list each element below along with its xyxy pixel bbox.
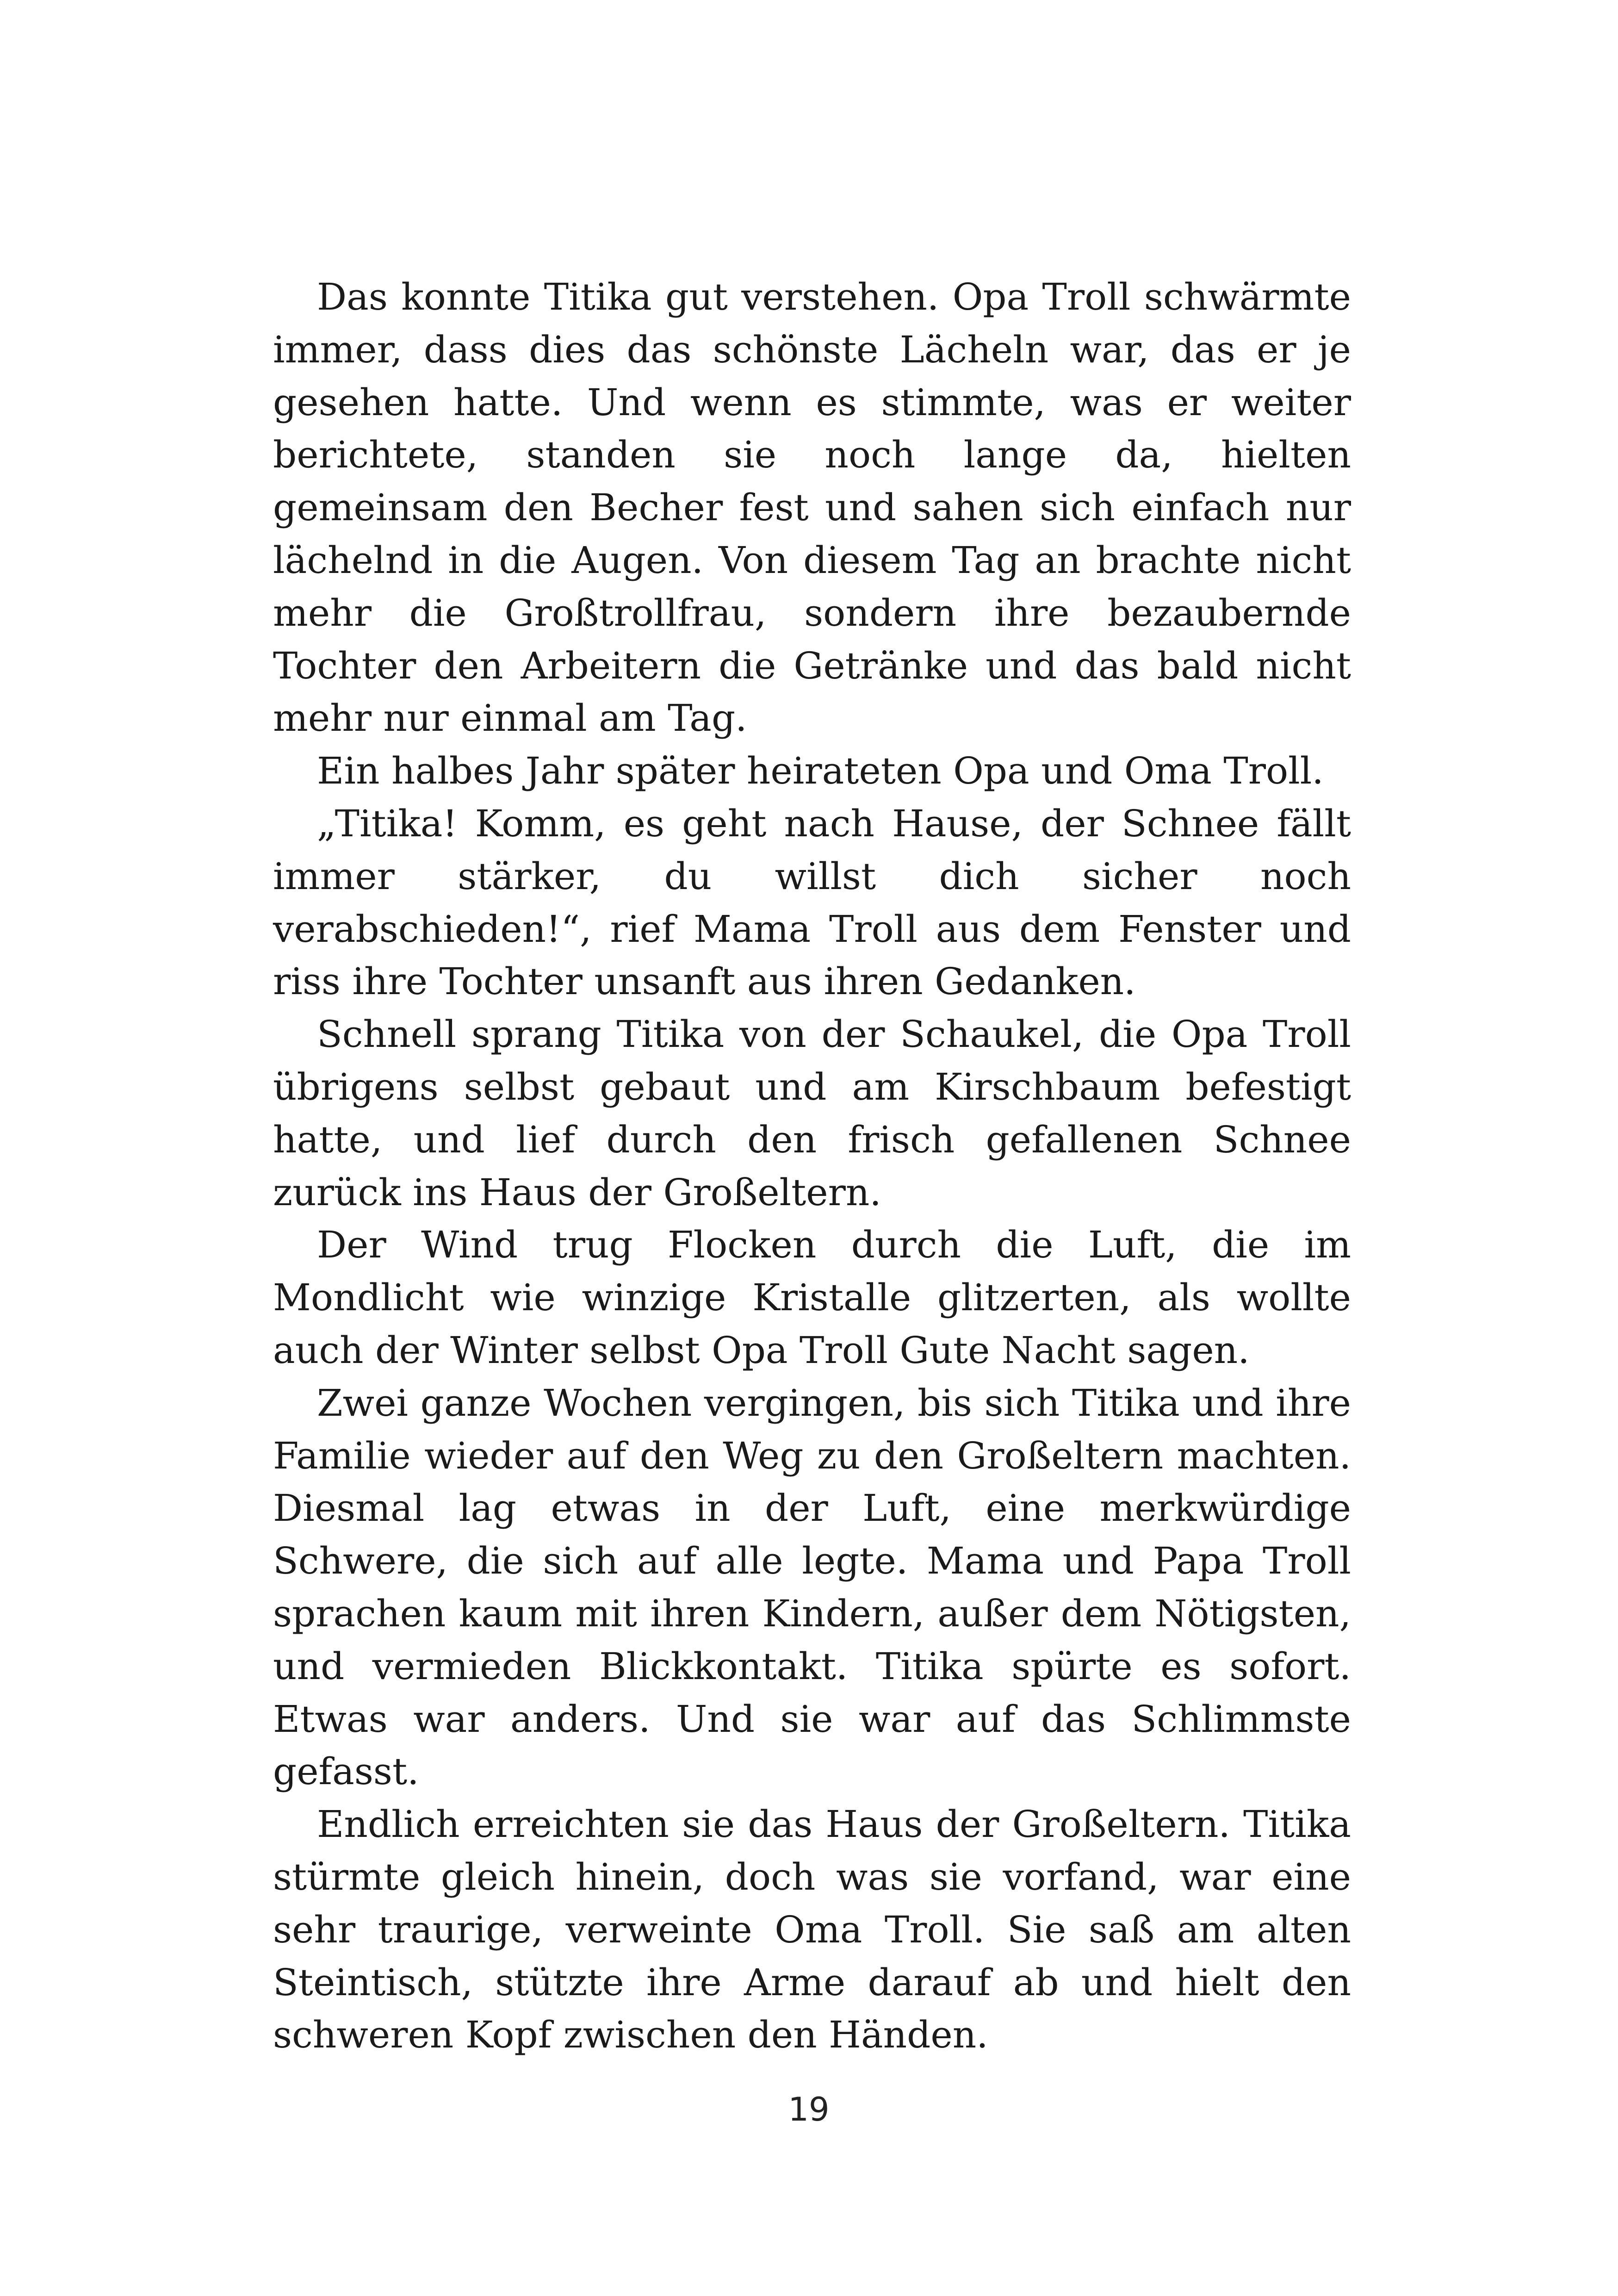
paragraph: Der Wind trug Flocken durch die Luft, die im Mondlicht wie winzige Kristalle glitzerten, als wollte auch der Winter selbst Opa Troll Gute Nacht sagen. [273, 1223, 1351, 1372]
paragraph: Ein halbes Jahr später heirateten Opa und Oma Troll. [317, 749, 1324, 793]
paragraph: Das konnte Titika gut verstehen. Opa Troll schwärmte immer, dass dies das schönste Lächeln war, das er je gesehen hatte. Und wenn es stimmte, was er weiter berichtete, standen sie noch lange da, hielten gemeinsam den Becher fest und sahen sich einfach nur lächelnd in die Augen. Von diesem Tag an brachte nicht mehr die Großtrollfrau, sondern ihre bezaubernde Tochter den Arbeitern die Getränke und das bald nicht mehr nur einmal am Tag. [273, 275, 1351, 740]
page-number: 19 [788, 2091, 830, 2128]
paragraph: Zwei ganze Wochen vergingen, bis sich Titika und ihre Familie wieder auf den Weg zu den Großeltern machten. Diesmal lag etwas in der Luft, eine merkwürdige Schwere, die sich auf alle legte. Mama und Papa Troll sprachen kaum mit ihren Kindern, außer dem Nötigsten, und vermieden Blickkontakt. Titika spürte es sofort. Etwas war anders. Und sie war auf das Schlimmste gefasst. [273, 1381, 1351, 1793]
body-text [273, 271, 1351, 2057]
paragraph: „Titika! Komm, es geht nach Hause, der Schnee fällt immer stärker, du willst dich sicher noch verabschieden!“, rief Mama Troll aus dem Fenster und riss ihre Tochter unsanft aus ihren Gedanken. [273, 802, 1351, 1003]
paragraph: Schnell sprang Titika von der Schaukel, die Opa Troll übrigens selbst gebaut und am Kirschbaum befestigt hatte, und lief durch den frisch gefallenen Schnee zurück ins Haus der Großeltern. [273, 1013, 1351, 1214]
paragraph: Endlich erreichten sie das Haus der Großeltern. Titika stürmte gleich hinein, doch was sie vorfand, war eine sehr traurige, verweinte Oma Troll. Sie saß am alten Steintisch, stützte ihre Arme darauf ab und hielt den schweren Kopf zwischen den Händen. [273, 1803, 1351, 2057]
